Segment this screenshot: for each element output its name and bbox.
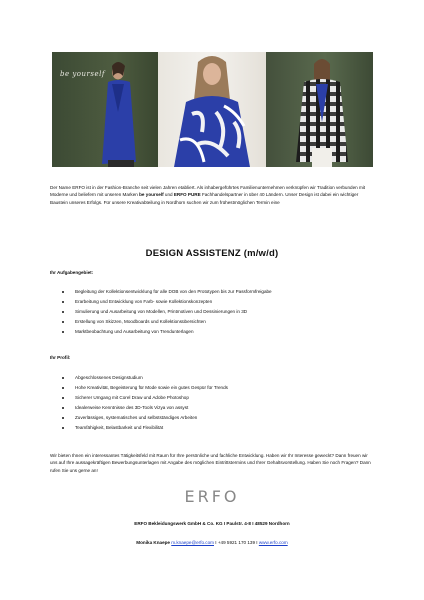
task-item: Begleitung der Kollektionsentwicklung für alle DOB von den Prototypen bis zur Passformfreigabe xyxy=(62,287,362,297)
model-figure-2 xyxy=(158,52,266,167)
header-photo-strip xyxy=(52,52,373,167)
contact-email-link[interactable]: m.knaepe@erfo.com xyxy=(171,540,214,545)
task-item: Marktbeobachtung und Ausarbeitung von Trendunterlagen xyxy=(62,327,362,337)
model-figure-1 xyxy=(52,52,158,167)
profile-list xyxy=(62,373,362,433)
tasks-list xyxy=(62,287,362,337)
model-figure-3 xyxy=(266,52,373,167)
contact-name: Monika Knaepe xyxy=(136,540,170,545)
profile-item: Abgeschlossenes Designstudium xyxy=(62,373,362,383)
job-title: DESIGN ASSISTENZ (m/w/d) xyxy=(145,248,279,259)
task-item: Erstellung von Skizzen, Moodboards und Kollektionsübersichten xyxy=(62,317,362,327)
company-address: ERFO Bekleidungswerk GmbH & Co. KG I Paulstr. 4-8 I 48529 Nordhorn xyxy=(134,521,290,526)
intro-brand-erfo-pure: ERFO PURE xyxy=(173,192,201,198)
contact-website-link[interactable]: www.erfo.com xyxy=(258,540,288,545)
intro-text-mid: und xyxy=(163,192,174,198)
photo-model-blue-coat xyxy=(52,52,158,167)
task-item: Simulierung und Ausarbeitung von Modellen, Printmotiven und Dessinierungen in 3D xyxy=(62,307,362,317)
intro-text-1: Der Name ERFO ist in der Fashion-Branche seit vielen Jahren etabliert. Als inhabergeführtes Familienunternehmen verknüpfen wir Tradition verbunden mit Moderne und beliefern mit unseren Marken xyxy=(50,185,366,198)
profile-item: Idealerweise Kenntnisse des 3D-Tools Vizya von assyst xyxy=(62,403,362,413)
intro-brand-be-yourself: be yourself xyxy=(139,192,164,198)
tasks-heading: Ihr Aufgabengebiet: xyxy=(50,270,94,275)
profile-heading: Ihr Profil: xyxy=(50,355,71,360)
brand-tagline: be yourself xyxy=(60,70,105,78)
company-intro-paragraph xyxy=(50,184,374,206)
task-item: Erarbeitung und Entwicklung von Farb- sowie Kollektionskonzepten xyxy=(62,297,362,307)
contact-phone: I +49 5921 170 139 I xyxy=(214,540,259,545)
photo-model-plaid-coat xyxy=(266,52,373,167)
profile-item: Hohe Kreativität, Begeisterung für Mode sowie ein gutes Gespür für Trends xyxy=(62,383,362,393)
profile-item: Sicherer Umgang mit Corel Draw und Adobe Photoshop xyxy=(62,393,362,403)
contact-line xyxy=(0,540,424,545)
profile-item: Teamfähigkeit, Belastbarkeit und Flexibilität xyxy=(62,423,362,433)
photo-model-printed-blouse xyxy=(158,52,266,167)
erfo-logo: ERFO xyxy=(184,487,240,506)
intro-text-2: Fachhandelspartner in über 40 Ländern. Unser Design ist dabei ein wichtiger Baustein unseres Erfolgs. Für unsere Kreativabteilung in Nordhorn suchen wir zum frühestmöglichen Termin eine xyxy=(50,192,359,205)
profile-item: Zuverlässiges, systematisches und selbstständiges Arbeiten xyxy=(62,413,362,423)
closing-paragraph: Wir bieten Ihnen ein interessantes Tätigkeitsfeld mit Raum für Ihre persönliche und fachliche Entwicklung. Haben wir Ihr Interesse geweckt? Dann freuen wir uns auf Ihre aussagekräftigen Bewerbungsunterlagen mit Angabe des möglichen Eintrittstermins und Ihrer Gehaltsvorstellung. Haben Sie noch Fragen? Dann rufen Sie uns gerne an! xyxy=(50,453,371,473)
